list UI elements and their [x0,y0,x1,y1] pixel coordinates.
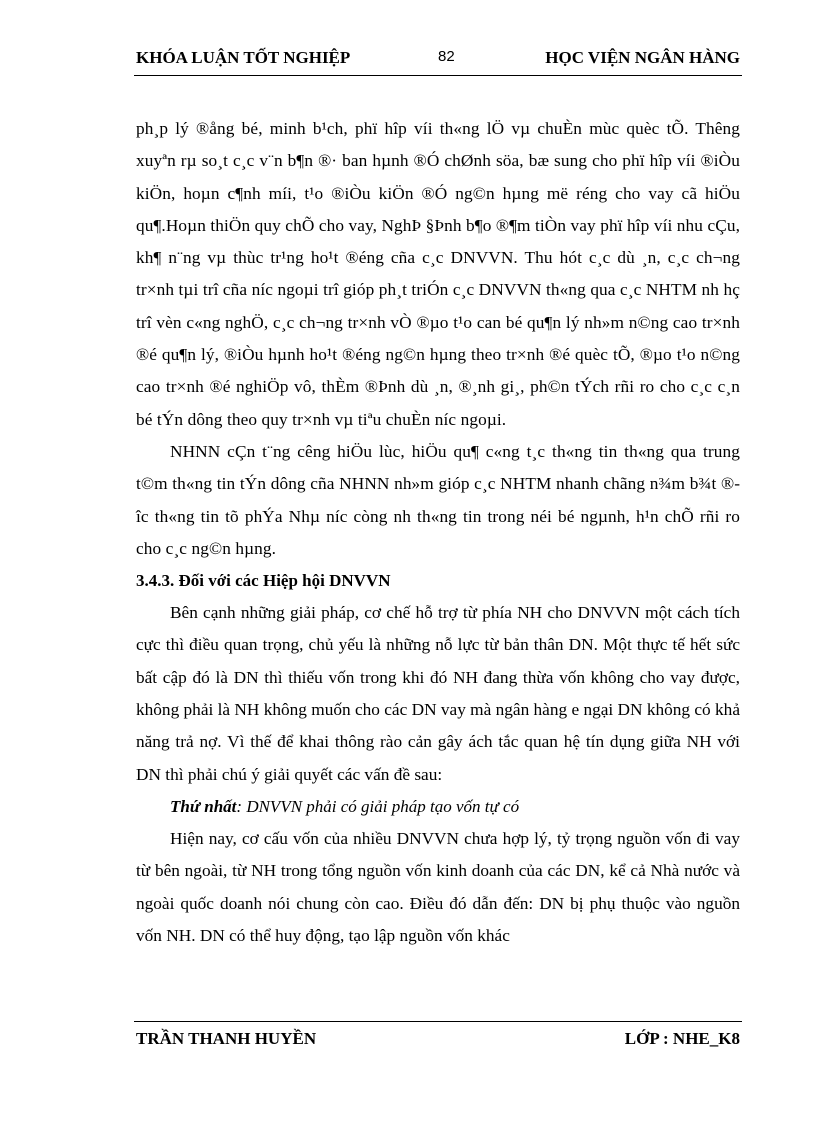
page-header [136,48,740,74]
paragraph-3: Bên cạnh những giải pháp, cơ chế hỗ trợ từ phía NH cho DNVVN một cách tích cực thì điều quan trọng, chủ yếu là những nỗ lực từ bản thân DN. Một thực tế hết sức bất cập đó là DN thì thiếu vốn trong khi đó NH đang thừa vốn không cho vay được, không phải là NH không muốn cho các DN vay mà ngân hàng e ngại DN không có khả năng trả nợ. Vì thế để khai thông rào cản gây ách tắc quan hệ tín dụng giữa NH với DN thì phải chú ý giải quyết các vấn đề sau: [136,603,740,784]
page-footer [136,1029,740,1055]
section-heading: 3.4.3. Đối với các Hiệp hội DNVVN [136,571,391,591]
header-rule [134,75,742,76]
page-number: 82 [438,48,455,65]
first-point-line [136,791,740,823]
paragraph-2: NHNN cÇn t¨ng cêng hiÖu lùc, hiÖu qu¶ c«ng t¸c th«ng tin th«ng qua trung t©m th«ng tin tÝn dông cña NHNN nh»m gióp c¸c NHTM nhanh chãng n¾m b¾t ®îc th«ng tin tõ phÝa Nhµ níc còng nh th«ng tin trong néi bé ngµnh, h¹n chÕ rñi ro cho c¸c ng©n hµng. [136,441,740,558]
paragraph-4: Hiện nay, cơ cấu vốn của nhiều DNVVN chưa hợp lý, tỷ trọng nguồn vốn đi vay từ bên ngoài, từ NH trong tổng nguồn vốn kinh doanh của các DN, kể cả Nhà nước và ngoài quốc doanh nói chung còn cao. Điều đó dẫn đến: DN bị phụ thuộc vào nguồn vốn NH. DN có thể huy động, tạo lập nguồn vốn khác [136,828,740,945]
header-thesis-title: KHÓA LUẬN TỐT NGHIỆP [136,48,351,67]
footer-author: TRẦN THANH HUYỀN [136,1029,317,1048]
page-body [136,113,740,952]
footer-rule [134,1021,742,1022]
first-point-label: Thứ nhất [170,796,237,816]
header-institution: HỌC VIỆN NGÂN HÀNG [545,48,740,67]
first-point-text: : DNVVN phải có giải pháp tạo vốn tự có [236,796,520,816]
footer-class: LỚP : NHE_K8 [624,1029,740,1048]
paragraph-1: ph¸p lý ®ång bé, minh b¹ch, phï hîp víi th«ng lÖ vµ chuÈn mùc quèc tÕ. Thêng xuyªn rµ so¸t c¸c v¨n b¶n ®· ban hµnh ®Ó chØnh söa, bæ sung cho phï hîp víi ®iÒu kiÖn, hoµn c¶nh míi, t¹o ®iÒu kiÖn ®Ó ng©n hµng më réng cho vay cã hiÖu qu¶.Hoµn thiÖn quy chÕ cho vay, NghÞ §Þnh b¶o ®¶m tiÒn vay phï hîp víi nhu cÇu, kh¶ n¨ng vµ thùc tr¹ng ho¹t ®éng cña c¸c DNVVN. Thu hót c¸c dù ¸n, c¸c ch¬ng tr×nh tµi trî cña níc ngoµi trî gióp ph¸t triÓn c¸c DNVVN th«ng qua c¸c NHTM nh hç trî vèn c«ng nghÖ, c¸c ch¬ng tr×nh vÒ ®µo t¹o can bé qu¶n lý nh»m n©ng cao tr×nh ®é qu¶n lý, ®iÒu hµnh ho¹t ®éng ng©n hµng theo tr×nh ®é quèc tÕ, ®µo t¹o n©ng cao tr×nh ®é nghiÖp vô, thÈm ®Þnh dù ¸n, ®¸nh gi¸, ph©n tÝch rñi ro cho c¸c c¸n bé tÝn dông theo quy tr×nh vµ tiªu chuÈn níc ngoµi. [136,119,740,429]
